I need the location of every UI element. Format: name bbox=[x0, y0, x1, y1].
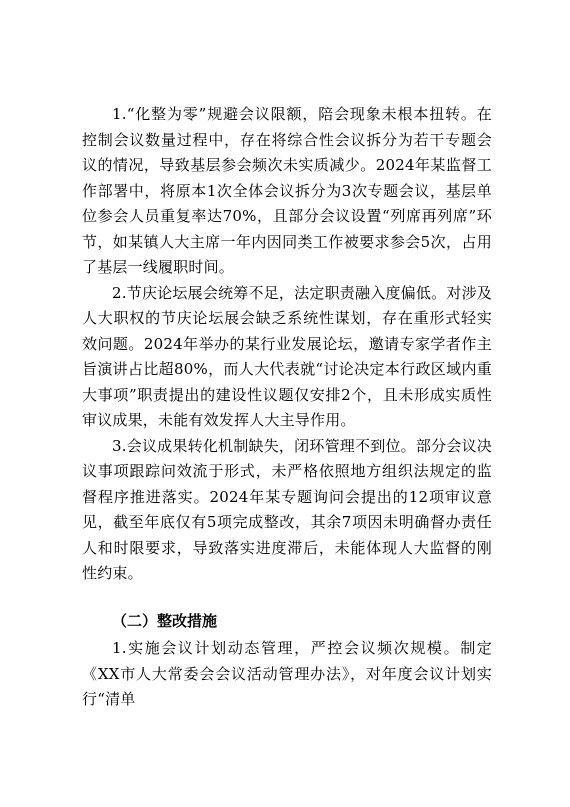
paragraph-3-lead: 3.会议成果转化机制缺失，闭环管理不到位。 bbox=[112, 436, 416, 455]
paragraph-1-body: 在控制会议数量过程中，存在将综合性会议拆分为若干专题会议的情况，导致基层参会频次未实质减少。2024年某监督工作部署中，将原本1次全体会议拆分为3次专题会议，基层单位参会人员重复率达70%，且部分会议设置“列席再列席”环节，如某镇人大主席一年内因同类工作被要求参会5次，占用了基层一线履职时间。 bbox=[82, 105, 492, 276]
measure-paragraph-1 bbox=[82, 636, 492, 713]
paragraph-3-body: 部分会议决议事项跟踪问效流于形式，未严格依照地方组织法规定的监督程序推进落实。2024年某专题询问会提出的12项审议意见，截至年底仅有5项完成整改，其余7项因未明确督办责任人和时限要求，导致落实进度滞后，未能体现人大监督的刚性约束。 bbox=[82, 436, 492, 582]
paragraph-3 bbox=[82, 434, 492, 587]
paragraph-1 bbox=[82, 102, 492, 281]
paragraph-1-lead: 1.“化整为零”规避会议限额，陪会现象未根本扭转。 bbox=[112, 105, 477, 123]
measure-paragraph-1-lead: 1.实施会议计划动态管理，严控会议频次规模。 bbox=[112, 639, 461, 657]
document-body bbox=[82, 102, 492, 713]
paragraph-2-body: 对涉及人大职权的节庆论坛展会缺乏系统性谋划，存在重形式轻实效问题。2024年举办的某行业发展论坛，邀请专家学者作主旨演讲占比超80%，而人大代表就“讨论决定本行政区域内重大事项”职责提出的建设性议题仅安排2个，且未形成实质性审议成果，未能有效发挥人大主导作用。 bbox=[82, 283, 492, 429]
paragraph-2 bbox=[82, 281, 492, 434]
measure-paragraph-1-body: 制定《XX市人大常委会会议活动管理办法》，对年度会议计划实行“清单 bbox=[82, 639, 492, 708]
section-heading: （二）整改措施 bbox=[112, 611, 218, 630]
paragraph-2-lead: 2.节庆论坛展会统筹不足，法定职责融入度偏低。 bbox=[112, 283, 447, 302]
